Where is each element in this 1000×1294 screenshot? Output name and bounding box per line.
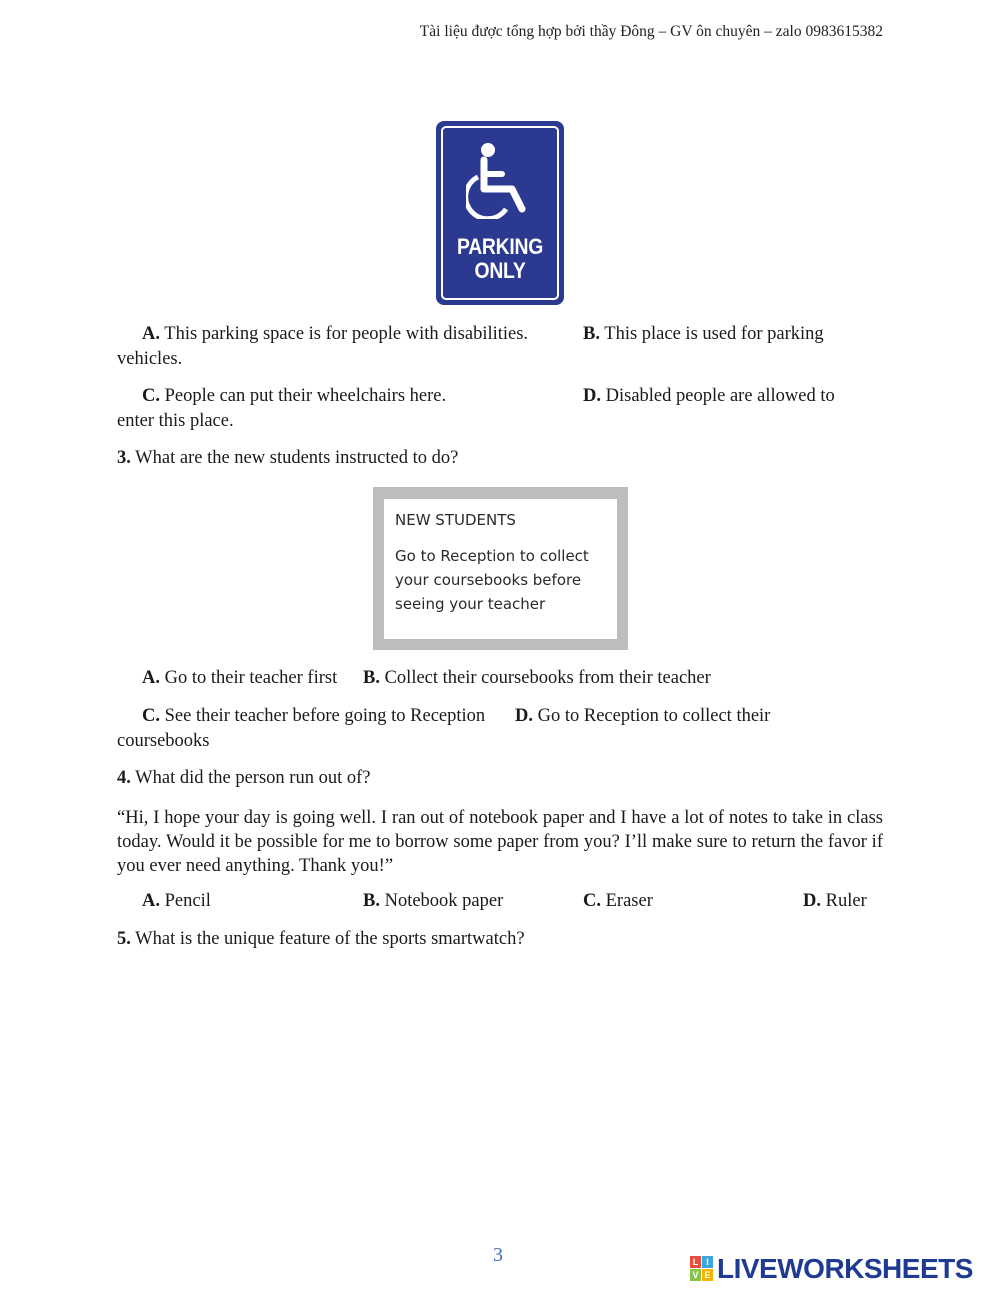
question-number: 4. [117,768,131,788]
q5-question [117,929,525,950]
option-label: C. [142,706,160,726]
q3-question [117,448,458,469]
option-label: B. [363,891,380,911]
question-text: What are the new students instructed to do? [135,448,459,468]
sign-text [444,235,557,283]
q2-option-b [583,324,824,345]
option-label: A. [142,668,160,688]
q4-option-c [583,891,653,912]
page-number: 3 [493,1244,503,1266]
option-text: Pencil [164,891,211,911]
notice-paper [384,499,617,639]
q2-option-a [142,324,528,345]
logo-mark-i: I [702,1256,713,1268]
q3-option-d [515,706,770,727]
q3-option-d-wrap: coursebooks [117,731,210,751]
sign-line-2: ONLY [474,258,526,283]
option-text: Collect their coursebooks from their teacher [384,668,711,688]
option-text: This place is used for parking [604,324,824,344]
option-label: B. [363,668,380,688]
option-label: C. [142,386,160,406]
logo-mark-icon [690,1256,714,1282]
question-text: What is the unique feature of the sports smartwatch? [135,929,525,949]
q4-question [117,768,370,789]
logo-mark-v: V [690,1269,701,1281]
option-text: Go to their teacher first [164,668,338,688]
parking-sign-image [436,121,564,305]
question-number: 5. [117,929,131,949]
q4-option-d [803,891,867,912]
option-text: Disabled people are allowed to [605,386,835,406]
q4-option-b [363,891,503,912]
option-text: Notebook paper [384,891,504,911]
q4-passage: “Hi, I hope your day is going well. I ran out of notebook paper and I have a lot of notes to take in class today. Would it be possible for me to borrow some paper from you? I’ll make sure to return the favor if you ever need anything. Thank you!” [117,808,883,876]
option-label: D. [803,891,821,911]
q2-option-c [142,386,446,407]
logo-mark-e: E [702,1269,713,1281]
sign-line-1: PARKING [457,234,543,259]
option-label: B. [583,324,600,344]
option-label: A. [142,324,160,344]
q3-option-a [142,668,337,689]
question-text: What did the person run out of? [135,768,371,788]
q2-option-b-wrap: vehicles. [117,349,183,369]
option-label: C. [583,891,601,911]
question-number: 3. [117,448,131,468]
option-text: Go to Reception to collect their [537,706,771,726]
q2-option-d-wrap: enter this place. [117,411,234,431]
liveworksheets-logo [690,1252,973,1286]
option-text: People can put their wheelchairs here. [164,386,447,406]
logo-mark-l: L [690,1256,701,1268]
option-label: D. [515,706,533,726]
page-header: Tài liệu được tổng hợp bởi thầy Đông – GV ôn chuyên – zalo 0983615382 [419,23,883,40]
q4-option-a [142,891,211,912]
notice-body: Go to Reception to collect your coursebooks before seeing your teacher [395,547,589,613]
logo-text: LIVEWORKSHEETS [717,1253,973,1284]
notice-title: NEW STUDENTS [395,511,516,529]
notice-board-image [373,487,628,650]
option-text: This parking space is for people with disabilities. [164,324,529,344]
q2-option-d [583,386,835,407]
wheelchair-icon [466,141,536,219]
option-text: See their teacher before going to Reception [164,706,486,726]
q3-option-c [142,706,485,727]
option-text: Eraser [605,891,653,911]
option-text: Ruler [825,891,867,911]
q3-option-b [363,668,711,689]
option-label: D. [583,386,601,406]
option-label: A. [142,891,160,911]
